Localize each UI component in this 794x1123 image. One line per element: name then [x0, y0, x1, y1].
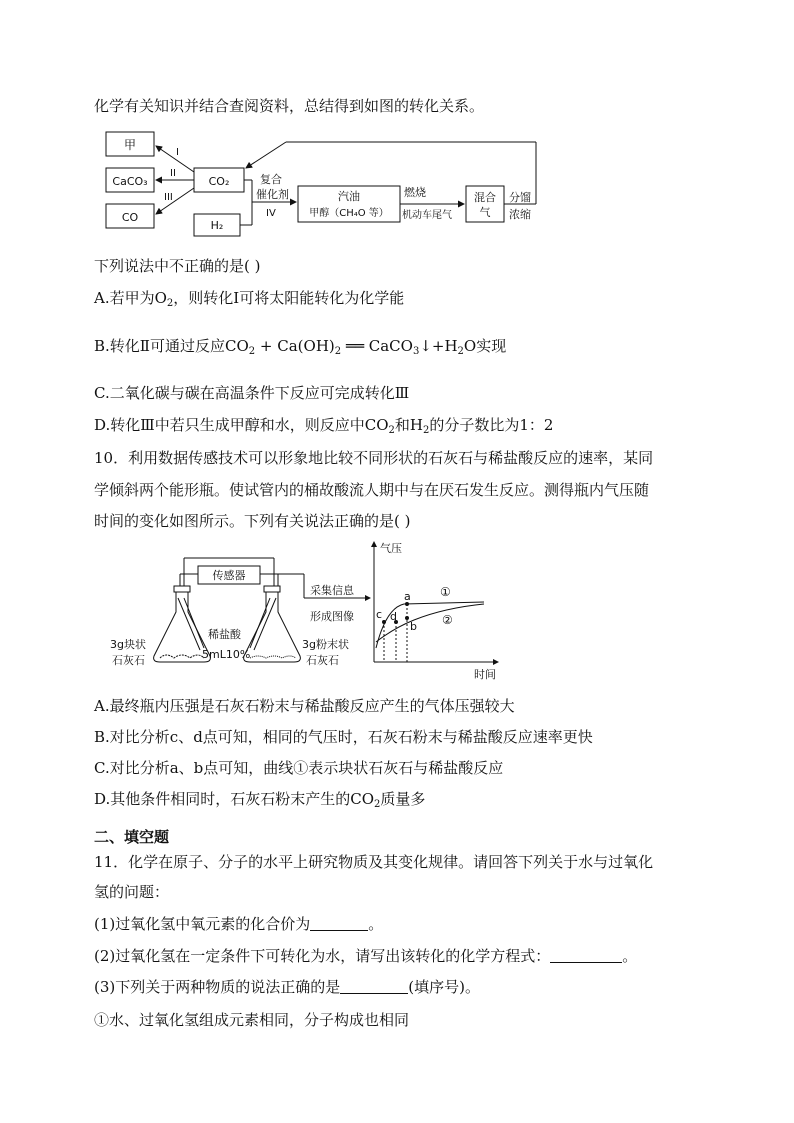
acid-amount: 5mL10%: [202, 648, 251, 661]
sensor-label: 传感器: [212, 569, 246, 582]
q9-a-sub: 2: [166, 298, 174, 309]
q10-d-pre: D.其他条件相同时，石灰石粉末产生的: [94, 790, 351, 808]
y-axis-label: 气压: [380, 542, 402, 555]
point-b: [405, 616, 409, 620]
q10-line1: 10．利用数据传感技术可以形象地比较不同形状的石灰石与稀盐酸反应的速率，某同: [94, 449, 654, 467]
q9-b-eq4: ↓+H: [419, 337, 458, 355]
box-co-label: CO: [121, 211, 139, 224]
q9-a-post: ，则转化Ⅰ可将太阳能转化为化学能: [173, 289, 405, 307]
intro-text: 化学有关知识并结合查阅资料，总结得到如图的转化关系。: [94, 97, 485, 115]
q9-option-c: C.二氧化碳与碳在高温条件下反应可完成转化Ⅲ: [94, 384, 410, 402]
box-fuel-line2: 甲醇（CH₄O 等）: [309, 208, 389, 219]
right-flask: [244, 590, 301, 662]
right-sample-1: 3g粉末状: [302, 638, 349, 651]
label-exhaust: 机动车尾气: [402, 210, 452, 221]
point-b-label: b: [410, 620, 417, 633]
q9-option-b: [94, 336, 506, 362]
q11-p1-post: 。: [368, 915, 384, 933]
left-sample-2: 石灰石: [112, 654, 145, 667]
box-fuel-line1: 汽油: [338, 190, 360, 203]
q9-d-f1: CO: [364, 416, 389, 434]
q11-blank-1[interactable]: [310, 916, 368, 931]
q9-a-formula: O: [154, 289, 167, 307]
point-a-label: a: [404, 590, 411, 603]
label-burn: 燃烧: [404, 186, 426, 199]
box-mix-line2: 气: [479, 206, 491, 219]
q10-option-a: A.最终瓶内压强是石灰石粉末与稀盐酸反应产生的气体压强较大: [94, 697, 515, 715]
q11-part1: [94, 914, 383, 934]
q11-line1: 11．化学在原子、分子的水平上研究物质及其变化规律。请回答下列关于水与过氧化: [94, 853, 654, 871]
label-I: I: [176, 147, 179, 158]
q11-p3-post: (填序号)。: [408, 978, 480, 996]
q11-p3-pre: (3)下列关于两种物质的说法正确的是: [94, 978, 341, 996]
q10-d-sub: 2: [374, 799, 381, 810]
q11-blank-2[interactable]: [550, 948, 622, 963]
q9-a-pre: A.若甲为: [94, 289, 155, 307]
box-jia-label: 甲: [123, 138, 137, 152]
q10-d-post: 质量多: [380, 790, 426, 808]
curve-1-label: ①: [440, 585, 451, 599]
box-mix-line1: 混合: [474, 191, 496, 204]
curve-2-label: ②: [442, 613, 453, 627]
q9-d-f2: H: [409, 416, 423, 434]
q10-d-f: CO: [350, 790, 375, 808]
q11-option-1: ①水、过氧化氢组成元素相同，分子构成也相同: [94, 1011, 410, 1029]
q10-line3: 时间的变化如图所示。下列有关说法正确的是( ): [94, 512, 411, 530]
label-IV: IV: [266, 208, 276, 219]
point-c: [382, 620, 386, 624]
box-co2-label: CO₂: [208, 175, 230, 188]
q9-b-sub3: 3: [412, 346, 420, 357]
right-sample-2: 石灰石: [306, 654, 339, 667]
q11-part3: [94, 977, 480, 997]
label-catalyst-2: 催化剂: [256, 188, 289, 201]
point-d-label: d: [390, 610, 397, 623]
q9-option-d: [94, 415, 553, 441]
q9-d-sub1: 2: [388, 425, 395, 436]
q9-d-mid: 和: [394, 416, 410, 434]
label-nong: 浓缩: [509, 208, 531, 221]
box-h2-label: H₂: [210, 219, 224, 232]
q9-d-pre: D.转化Ⅲ中若只生成甲醇和水，则反应中: [94, 416, 365, 434]
collect-label-1: 采集信息: [310, 584, 354, 597]
q11-blank-3[interactable]: [340, 979, 408, 994]
q9-b-sub2: 2: [334, 346, 342, 357]
label-fen: 分馏: [509, 191, 531, 204]
section-heading: 二、填空题: [94, 828, 170, 846]
q11-line2: 氢的问题：: [94, 883, 170, 901]
q9-b-sub1: 2: [248, 346, 256, 357]
curve-1: [376, 602, 484, 648]
q9-d-post: 的分子数比为1：2: [429, 416, 554, 434]
label-catalyst-1: 复合: [260, 173, 282, 186]
point-c-label: c: [376, 608, 383, 621]
q9-b-post: 实现: [476, 337, 507, 355]
acid-label: 稀盐酸: [208, 628, 241, 641]
collect-label-2: 形成图像: [310, 610, 354, 623]
q10-option-c: C.对比分析a、b点可知，曲线①表示块状石灰石与稀盐酸反应: [94, 759, 504, 777]
q9-d-sub2: 2: [423, 425, 430, 436]
box-caco3-label: CaCO₃: [112, 175, 148, 188]
left-sample-1: 3g块状: [110, 638, 146, 651]
q9-b-eq1: CO: [225, 337, 249, 355]
q9-b-eq5: O: [463, 337, 477, 355]
q11-part2: [94, 946, 637, 966]
q9-stem: 下列说法中不正确的是( ): [94, 257, 261, 275]
q10-line2: 学倾斜两个能形瓶。使试管内的桶故酸流人期中与在厌石发生反应。测得瓶内气压随: [94, 481, 650, 499]
conversion-diagram: [100, 128, 550, 240]
arrow-return: [246, 142, 286, 168]
label-III: III: [164, 192, 173, 203]
q9-b-eq2: + Ca(OH): [255, 337, 335, 355]
q9-b-pre: B.转化Ⅱ可通过反应: [94, 337, 225, 355]
q10-option-d: [94, 789, 425, 815]
label-II: II: [170, 168, 176, 179]
q9-option-a: [94, 288, 404, 314]
arrow-III: [156, 188, 194, 214]
q10-option-b: B.对比分析c、d点可知，相同的气压时，石灰石粉末与稀盐酸反应速率更快: [94, 728, 593, 746]
q9-b-eq3: ══ CaCO: [341, 337, 413, 355]
q11-p1-pre: (1)过氧化氢中氧元素的化合价为: [94, 915, 311, 933]
pressure-experiment-diagram: [104, 538, 504, 680]
q9-b-sub4: 2: [457, 346, 464, 357]
q11-p2-post: 。: [622, 947, 638, 965]
q11-p2-pre: (2)过氧化氢在一定条件下可转化为水，请写出该转化的化学方程式：: [94, 947, 551, 965]
x-axis-label: 时间: [474, 668, 496, 680]
